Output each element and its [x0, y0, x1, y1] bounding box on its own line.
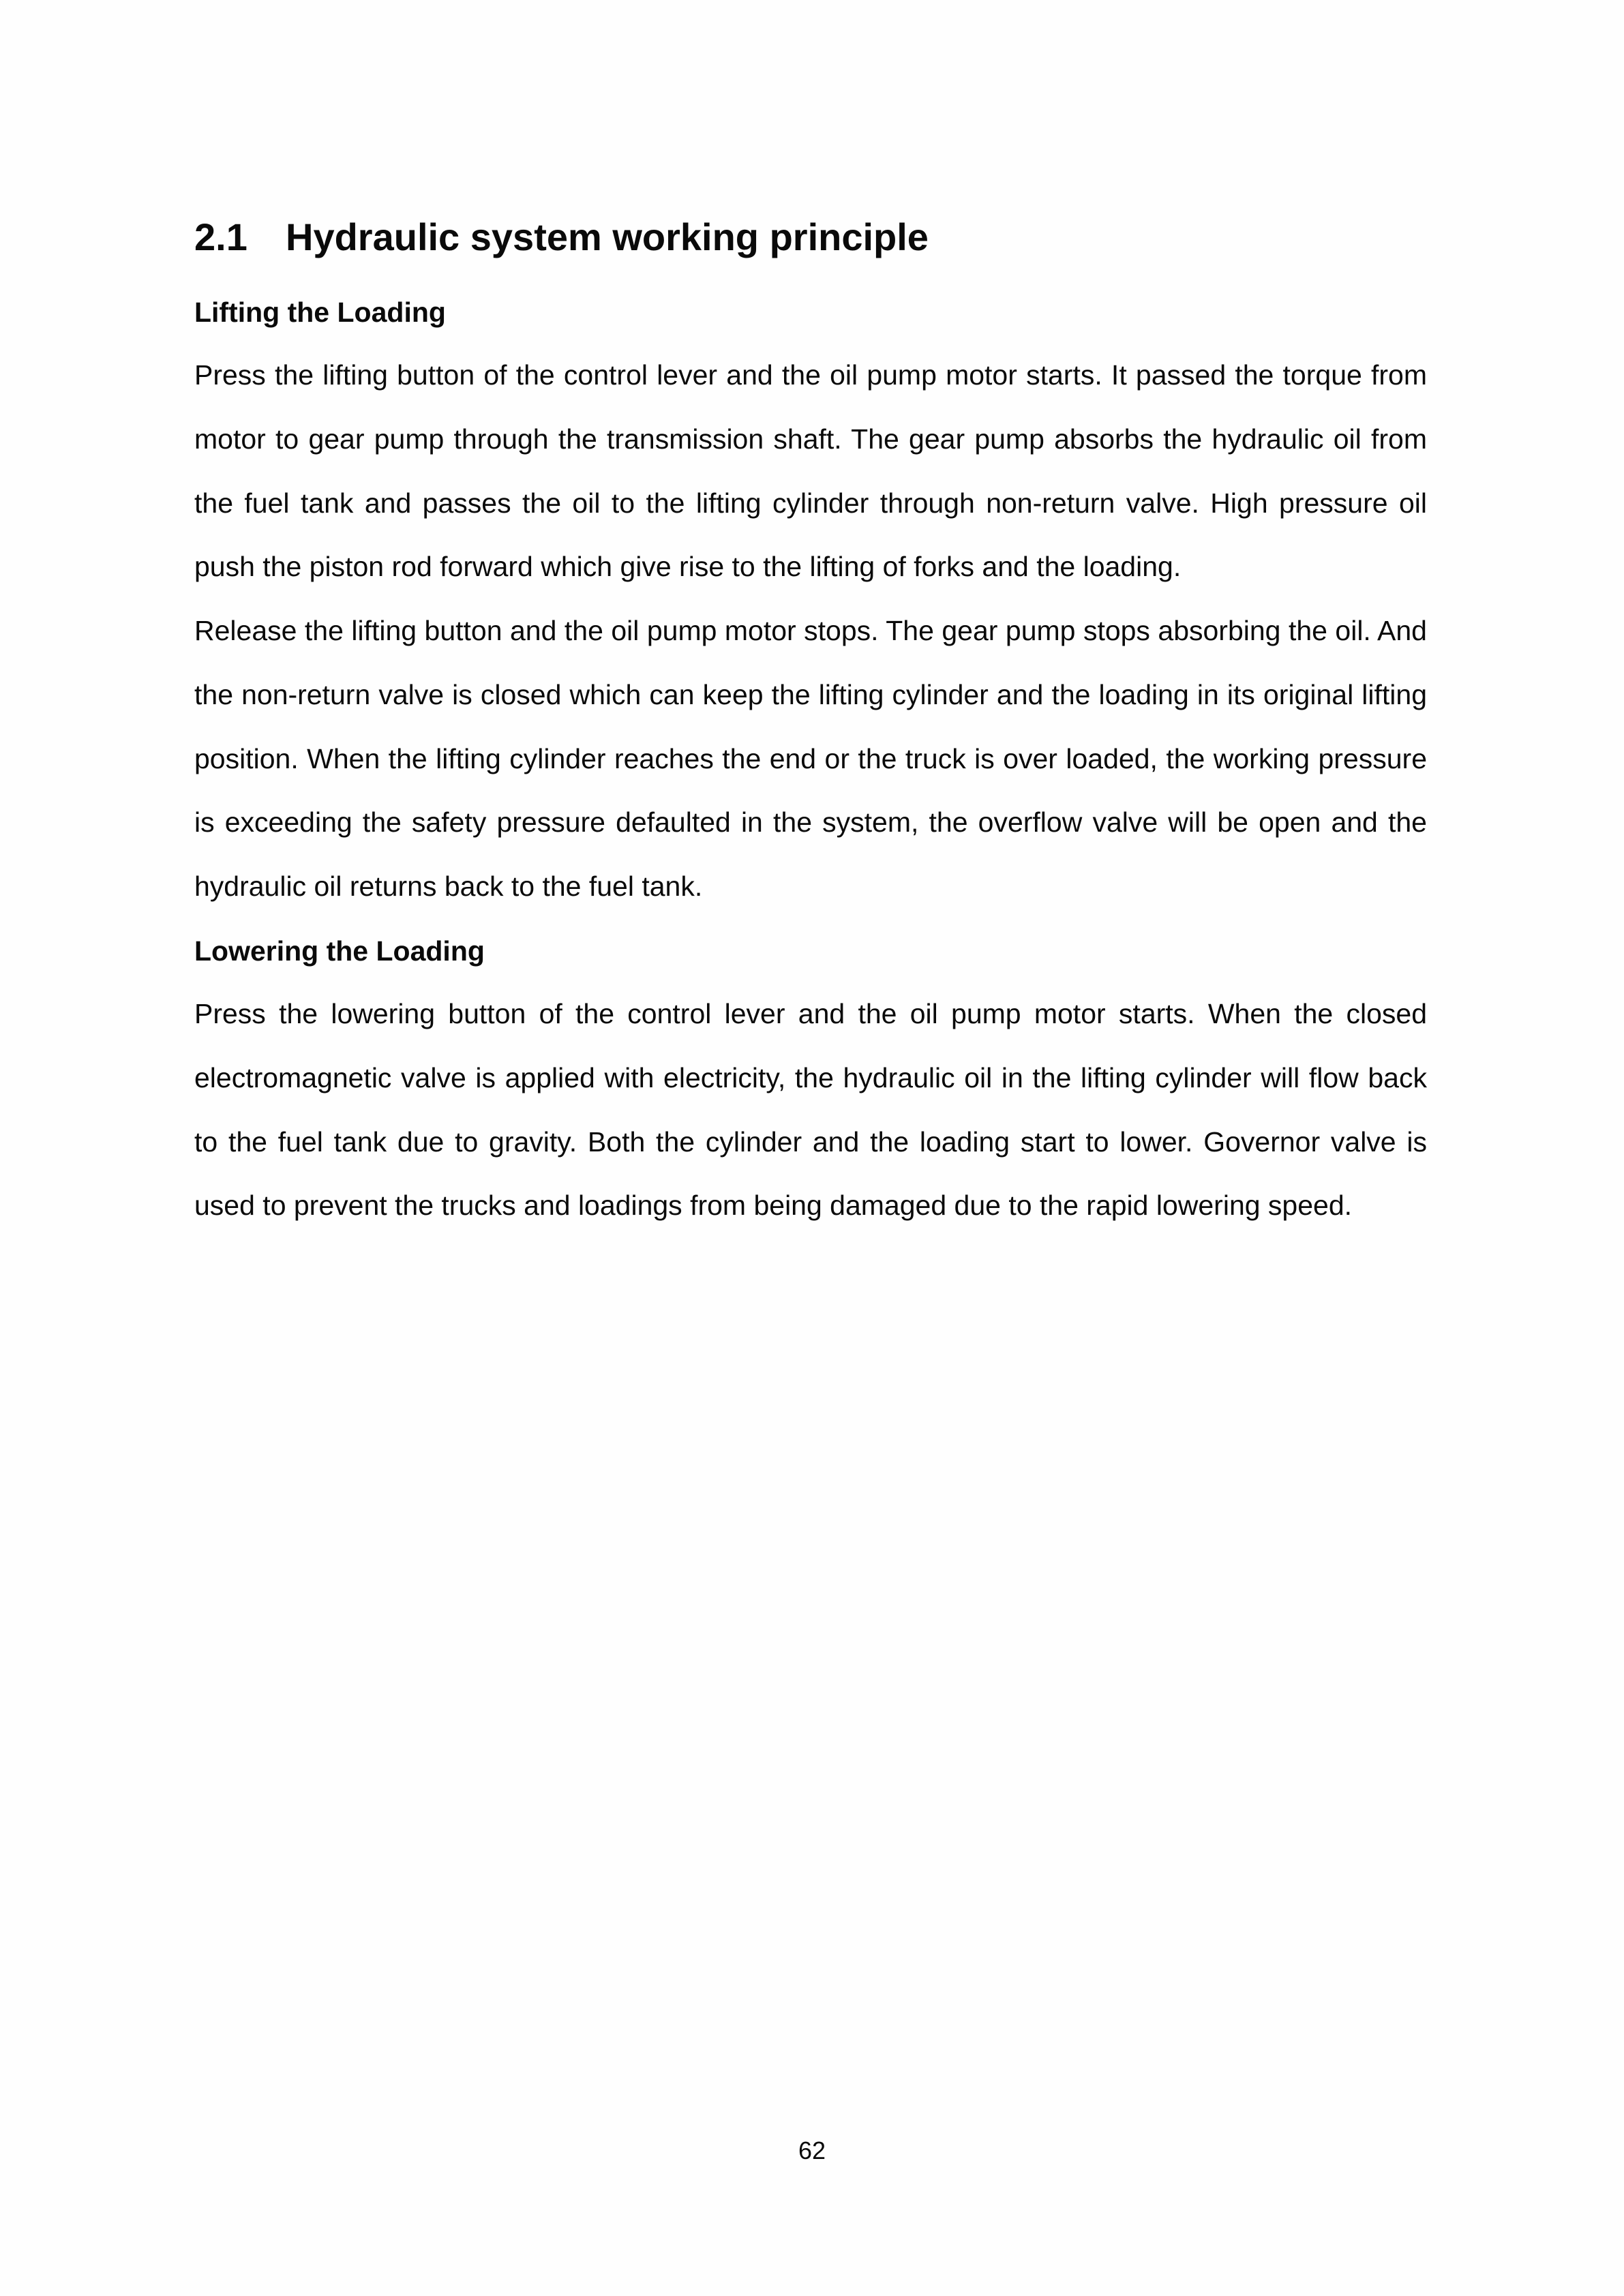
- section-title: Hydraulic system working principle: [286, 215, 929, 258]
- subheading-lowering: Lowering the Loading: [194, 935, 485, 967]
- subheading-lifting: Lifting the Loading: [194, 297, 446, 328]
- paragraph-lowering-press: Press the lowering button of the control lever and the oil pump motor starts. When the closed electromagnetic valve is applied with electricity, the hydraulic oil in the lifting cylinder will flow back to the fuel tank due to gravity. Both the cylinder and the loading start to lower. Governor valve is used to prevent the trucks and loadings from being damaged due to the rapid lowering speed.: [194, 998, 1427, 1222]
- section-number: 2.1: [194, 215, 247, 258]
- paragraph-lifting-press: Press the lifting button of the control lever and the oil pump motor starts. It passed the torque from motor to gear pump through the transmission shaft. The gear pump absorbs the hydraulic oil from the fuel tank and passes the oil to the lifting cylinder through non-return valve. High pressure oil push the piston rod forward which give rise to the lifting of forks and the loading.: [194, 359, 1427, 583]
- section-heading: [194, 210, 929, 265]
- page-number: 62: [798, 2136, 826, 2164]
- paragraph-lifting-release: Release the lifting button and the oil pump motor stops. The gear pump stops absorbing the oil. And the non-return valve is closed which can keep the lifting cylinder and the loading in its original lifting position. When the lifting cylinder reaches the end or the truck is over loaded, the working pressure is exceeding the safety pressure defaulted in the system, the overflow valve will be open and the hydraulic oil returns back to the fuel tank.: [194, 615, 1427, 903]
